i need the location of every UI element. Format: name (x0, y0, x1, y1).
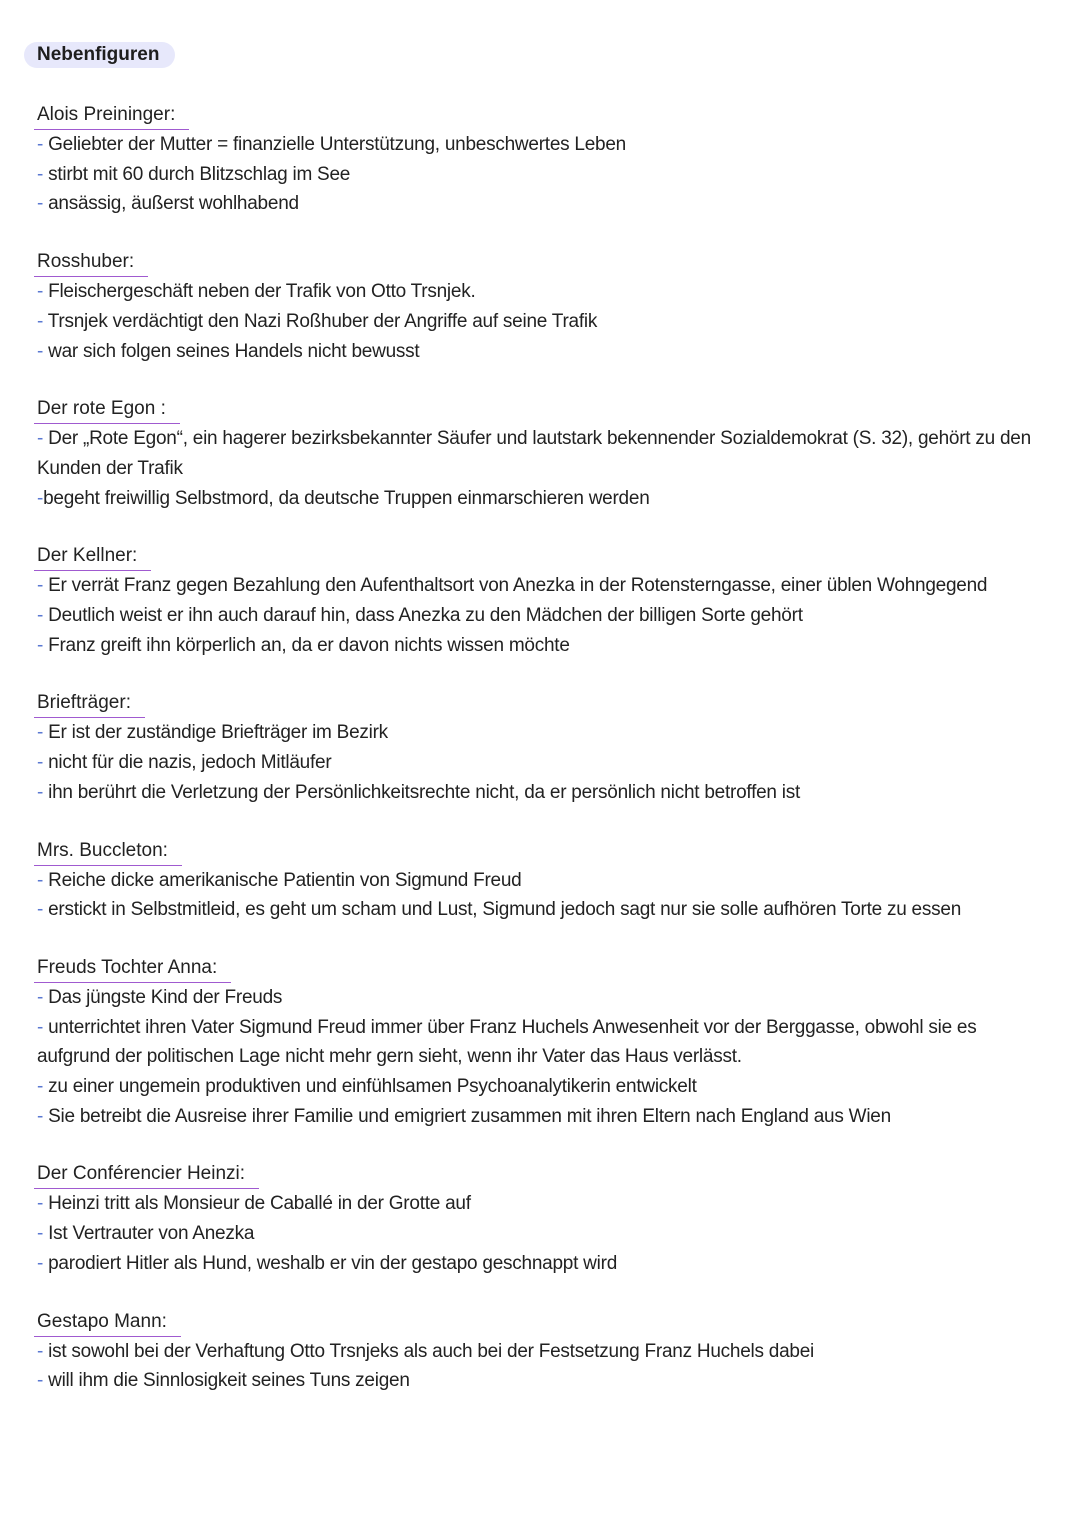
section-gestapo-mann (37, 1307, 1037, 1396)
bullet-list (37, 130, 1037, 219)
section-heading: Briefträger: (34, 688, 145, 718)
page-title: Nebenfiguren (24, 42, 175, 68)
section-heading: Der rote Egon : (34, 394, 180, 424)
bullet-list (37, 1189, 1037, 1278)
bullet-list (37, 571, 1037, 660)
list-item: - will ihm die Sinnlosigkeit seines Tuns zeigen (37, 1370, 410, 1392)
section-brieftraeger (37, 688, 1037, 807)
list-item: - unterrichtet ihren Vater Sigmund Freud immer über Franz Huchels Anwesenheit vor der Berggasse, obwohl sie es aufgrund der politischen Lage nicht mehr gern sieht, wenn ihr Vater das Haus verlässt. (37, 1016, 977, 1068)
section-der-kellner (37, 541, 1037, 660)
bullet-list (37, 866, 1037, 925)
list-item: - Das jüngste Kind der Freuds (37, 986, 283, 1008)
list-item: - Ist Vertrauter von Anezka (37, 1223, 255, 1245)
list-item: - Fleischergeschäft neben der Trafik von Otto Trsnjek. (37, 281, 476, 303)
section-heading: Freuds Tochter Anna: (34, 953, 231, 983)
section-der-rote-egon (37, 394, 1037, 513)
list-item: - Sie betreibt die Ausreise ihrer Familie und emigriert zusammen mit ihren Eltern nach England aus Wien (37, 1105, 891, 1127)
bullet-list (37, 718, 1037, 807)
section-heading: Der Kellner: (34, 541, 151, 571)
section-heading: Rosshuber: (34, 247, 148, 277)
list-item: -begeht freiwillig Selbstmord, da deutsche Truppen einmarschieren werden (37, 487, 650, 509)
list-item: - Geliebter der Mutter = finanzielle Unterstützung, unbeschwertes Leben (37, 134, 627, 155)
content (37, 100, 1037, 1424)
list-item: - ist sowohl bei der Verhaftung Otto Trsnjeks als auch bei der Festsetzung Franz Huchels dabei (37, 1340, 815, 1362)
list-item: - war sich folgen seines Handels nicht bewusst (37, 340, 420, 362)
list-item: - zu einer ungemein produktiven und einfühlsamen Psychoanalytikerin entwickelt (37, 1076, 697, 1098)
section-freuds-tochter-anna (37, 953, 1037, 1132)
list-item: - Trsnjek verdächtigt den Nazi Roßhuber der Angriffe auf seine Trafik (37, 310, 598, 332)
bullet-list (37, 277, 1037, 366)
list-item: - nicht für die nazis, jedoch Mitläufer (37, 752, 332, 774)
section-heading: Der Conférencier Heinzi: (34, 1159, 259, 1189)
list-item: - Er verrät Franz gegen Bezahlung den Aufenthaltsort von Anezka in der Rotensterngasse, einer üblen Wohngegend (37, 575, 988, 597)
section-heading: Gestapo Mann: (34, 1307, 181, 1337)
section-mrs-buccleton (37, 836, 1037, 925)
section-heading: Mrs. Buccleton: (34, 836, 182, 866)
list-item: - Heinzi tritt als Monsieur de Caballé in der Grotte auf (37, 1193, 471, 1215)
list-item: - stirbt mit 60 durch Blitzschlag im See (37, 163, 351, 185)
section-rosshuber (37, 247, 1037, 366)
bullet-list (37, 1337, 1037, 1396)
list-item: - Er ist der zuständige Briefträger im Bezirk (37, 722, 388, 744)
list-item: - Der „Rote Egon“, ein hagerer bezirksbekannter Säufer und lautstark bekennender Sozialdemokrat (S. 32), gehört zu den Kunden der Trafik (37, 428, 1031, 479)
list-item: - Deutlich weist er ihn auch darauf hin, dass Anezka zu den Mädchen der billigen Sorte gehört (37, 605, 803, 627)
section-alois-preininger (37, 100, 1037, 219)
section-heading: Alois Preininger: (34, 100, 189, 130)
list-item: - ihn berührt die Verletzung der Persönlichkeitsrechte nicht, da er persönlich nicht betroffen ist (37, 781, 801, 803)
list-item: - Reiche dicke amerikanische Patientin von Sigmund Freud (37, 869, 522, 891)
list-item: - erstickt in Selbstmitleid, es geht um scham und Lust, Sigmund jedoch sagt nur sie solle aufhören Torte zu essen (37, 899, 962, 921)
list-item: - parodiert Hitler als Hund, weshalb er vin der gestapo geschnappt wird (37, 1252, 618, 1274)
section-conferencier-heinzi (37, 1159, 1037, 1278)
bullet-list (37, 424, 1037, 513)
bullet-list (37, 983, 1037, 1132)
list-item: - ansässig, äußerst wohlhabend (37, 193, 299, 215)
list-item: - Franz greift ihn körperlich an, da er davon nichts wissen möchte (37, 634, 570, 656)
